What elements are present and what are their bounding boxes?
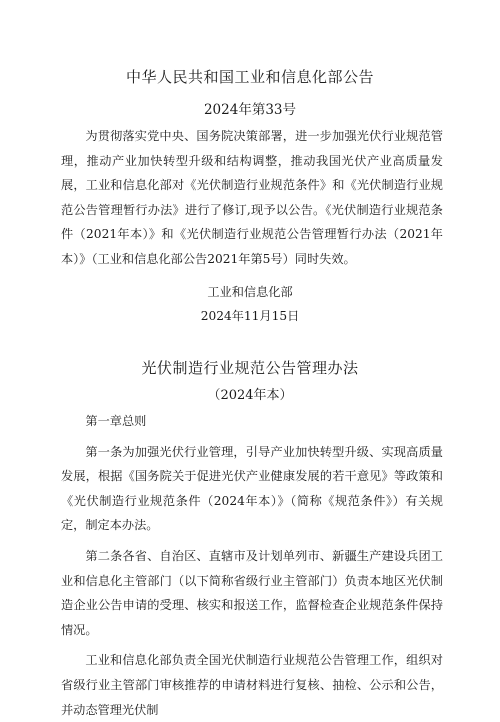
document-title: 光伏制造行业规范公告管理办法 (141, 359, 359, 377)
announcement-date: 2024年11月15日 (200, 309, 300, 323)
article-paragraph: 第一条为加强光伏行业管理，引导产业加快转型升级、实现高质量发展，根据《国务院关于促进光伏产业健康发展的若干意见》等政策和《光伏制造行业规范条件（2024年本）》（简称《规范条件》）有关规定，制定本办法。 (61, 444, 443, 533)
announcement-body: 为贯彻落实党中央、国务院决策部署，进一步加强光伏行业规范管理，推动产业加快转型升级和结构调整，推动我国光伏产业高质量发展，工业和信息化部对《光伏制造行业规范条件》和《光伏制造行业规范公告管理暂行办法》进行了修订,现予以公告。《光伏制造行业规范条件（2021年本）》和《光伏制造行业规范公告管理暂行办法（2021年本）》（工业和信息化部公告2021年第5号）同时失效。 (61, 129, 443, 266)
document-body (61, 409, 443, 722)
document-subtitle: （2024年本） (207, 388, 293, 403)
article-paragraph: 工业和信息化部负责全国光伏制造行业规范公告管理工作，组织对省级行业主管部门审核推荐的申请材料进行复核、抽检、公示和公告，并动态管理光伏制 (61, 653, 443, 717)
announcement-signer: 工业和信息化部 (207, 285, 293, 299)
announcement-number: 2024年第33号 (203, 102, 297, 118)
article-paragraph: 第二条各省、自治区、直辖市及计划单列市、新疆生产建设兵团工业和信息化主管部门（以下简称省级行业主管部门）负责本地区光伏制造企业公告申请的受理、核实和报送工作，监督检查企业规范条件保持情况。 (61, 548, 443, 637)
announcement-title: 中华人民共和国工业和信息化部公告 (125, 68, 374, 86)
chapter-heading: 第一章总则 (85, 414, 147, 428)
